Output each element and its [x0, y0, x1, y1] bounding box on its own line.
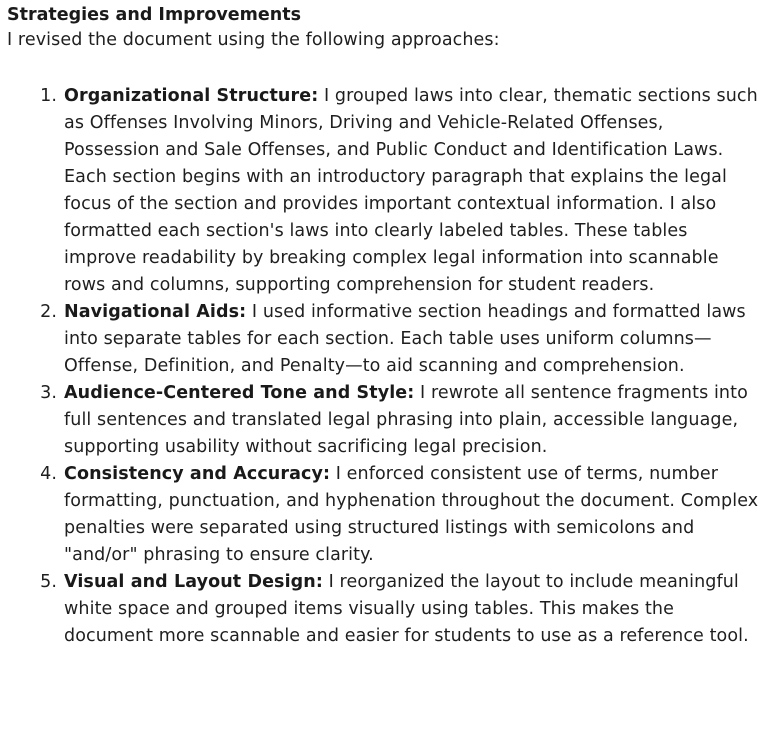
list-item-text: I enforced consistent use of terms, number formatting, punctuation, and hyphenation throughout the document. Complex penalties were separated using structured listings with semicolons and "and/or" phrasing to ensure clarity.	[64, 464, 759, 565]
list-item	[7, 569, 781, 650]
list-item-number: 1.	[40, 86, 57, 106]
list-item-text: I rewrote all sentence fragments into full sentences and translated legal phrasing into plain, accessible language, supporting usability without sacrificing legal precision.	[64, 383, 748, 457]
list-item-number: 5.	[40, 572, 57, 592]
list-item-text: I grouped laws into clear, thematic sections such as Offenses Involving Minors, Driving and Vehicle-Related Offenses, Possession and Sale Offenses, and Public Conduct and Identification Laws. Each section begins with an introductory paragraph that explains the legal focus of the section and provides important contextual information. I also formatted each section's laws into clearly labeled tables. These tables improve readability by breaking complex legal information into scannable rows and columns, supporting comprehension for student readers.	[64, 86, 758, 295]
list-item-label: Navigational Aids:	[64, 302, 247, 322]
list-item-number: 3.	[40, 383, 57, 403]
list-item-text: I used informative section headings and formatted laws into separate tables for each section. Each table uses uniform columns—Offense, Definition, and Penalty—to aid scanning and comprehension.	[64, 302, 746, 376]
list-item-text: I reorganized the layout to include meaningful white space and grouped items visually using tables. This makes the document more scannable and easier for students to use as a reference tool.	[64, 572, 749, 646]
intro-paragraph: I revised the document using the following approaches:	[7, 30, 500, 50]
list-item-label: Audience-Centered Tone and Style:	[64, 383, 415, 403]
list-item-number: 4.	[40, 464, 57, 484]
list-item	[7, 380, 781, 461]
list-item	[7, 299, 781, 380]
list-item-label: Organizational Structure:	[64, 86, 319, 106]
list-item-label: Consistency and Accuracy:	[64, 464, 331, 484]
section-heading: Strategies and Improvements	[7, 5, 301, 25]
list-item-number: 2.	[40, 302, 57, 322]
strategies-list	[7, 83, 781, 650]
list-item	[7, 461, 781, 569]
list-item-label: Visual and Layout Design:	[64, 572, 323, 592]
list-item	[7, 83, 781, 299]
